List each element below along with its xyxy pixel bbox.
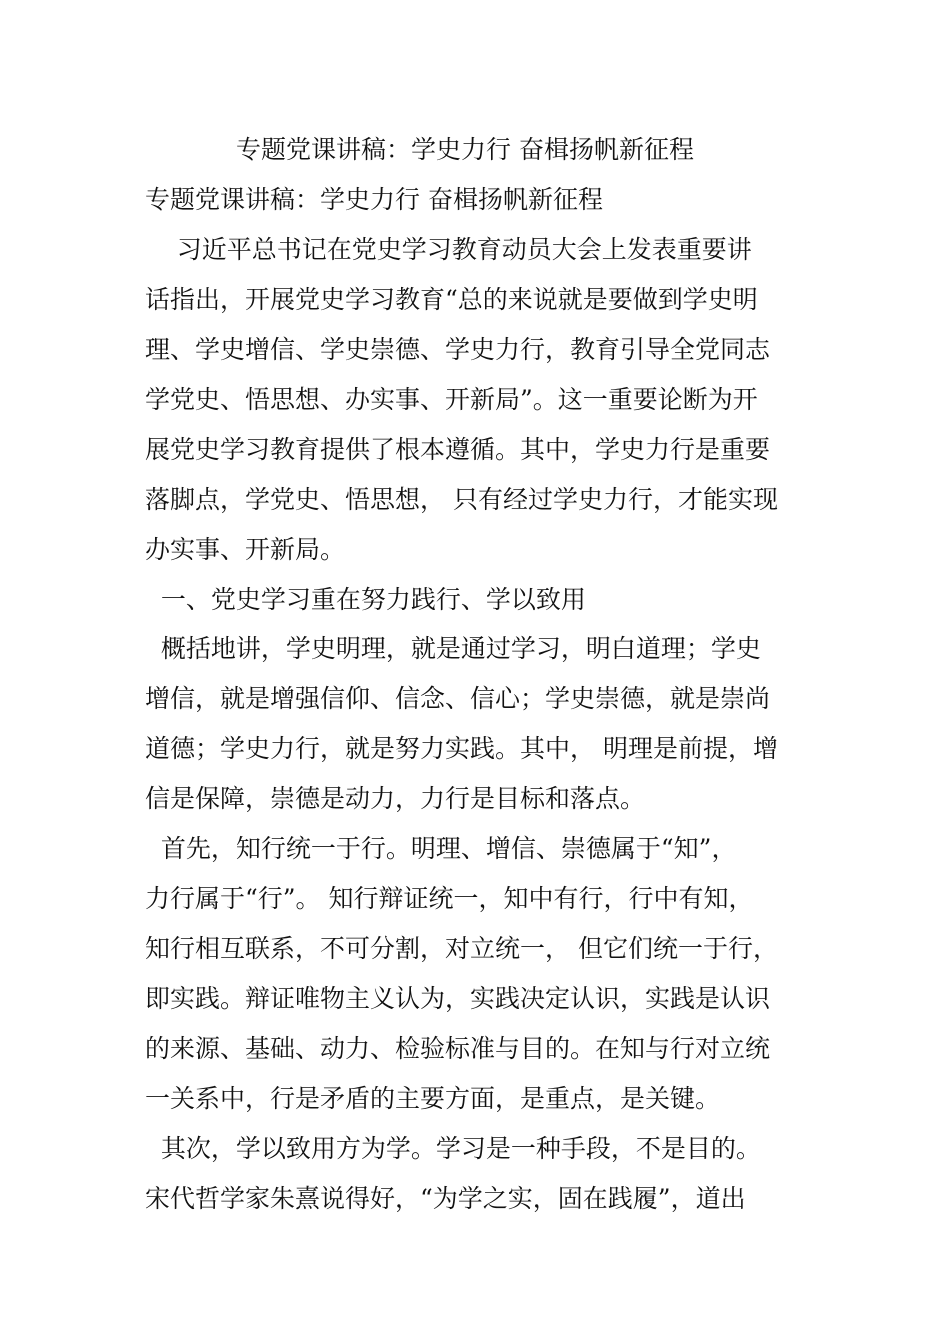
paragraph-line: 即实践。辩证唯物主义认为，实践决定认识，实践是认识 [145,984,771,1013]
paragraph-line: 增信，就是增强信仰、信念、信心；学史崇德，就是崇尚 [145,684,771,713]
paragraph-line: 落脚点，学党史、悟思想， 只有经过学史力行，才能实现 [145,485,778,514]
paragraph-line: 展党史学习教育提供了根本遵循。其中，学史力行是重要 [145,435,771,464]
paragraph-line: 宋代哲学家朱熹说得好，“为学之实，固在践履”，道出 [145,1184,746,1213]
document-title-centered: 专题党课讲稿：学史力行 奋楫扬帆新征程 [236,135,694,164]
paragraph-line: 其次，学以致用方为学。学习是一种手段，不是目的。 [145,1134,761,1163]
paragraph-line: 理、学史增信、学史崇德、学史力行，教育引导全党同志 [145,335,771,364]
paragraph-line: 信是保障，崇德是动力，力行是目标和落点。 [145,784,646,813]
paragraph-line: 知行相互联系，不可分割，对立统一， 但它们统一于行， [145,934,778,963]
paragraph-line: 办实事、开新局。 [145,535,346,564]
document-title-left: 专题党课讲稿：学史力行 奋楫扬帆新征程 [145,185,603,214]
paragraph-line: 话指出，开展党史学习教育“总的来说就是要做到学史明 [145,285,758,314]
paragraph-line: 首先，知行统一于行。明理、增信、崇德属于“知”， [145,834,737,863]
paragraph-line: 的来源、基础、动力、检验标准与目的。在知与行对立统 [145,1034,771,1063]
paragraph-line: 一关系中，行是矛盾的主要方面，是重点，是关键。 [145,1084,721,1113]
paragraph-line: 概括地讲，学史明理，就是通过学习，明白道理；学史 [145,634,761,663]
paragraph-line: 道德；学史力行，就是努力实践。其中， 明理是前提，增 [145,734,778,763]
section-heading: 一、党史学习重在努力践行、学以致用 [145,585,586,614]
paragraph-line: 习近平总书记在党史学习教育动员大会上发表重要讲 [145,235,752,264]
paragraph-line: 学党史、悟思想、办实事、开新局”。这一重要论断为开 [145,385,758,414]
paragraph-line: 力行属于“行”。 知行辩证统一，知中有行，行中有知， [145,884,754,913]
